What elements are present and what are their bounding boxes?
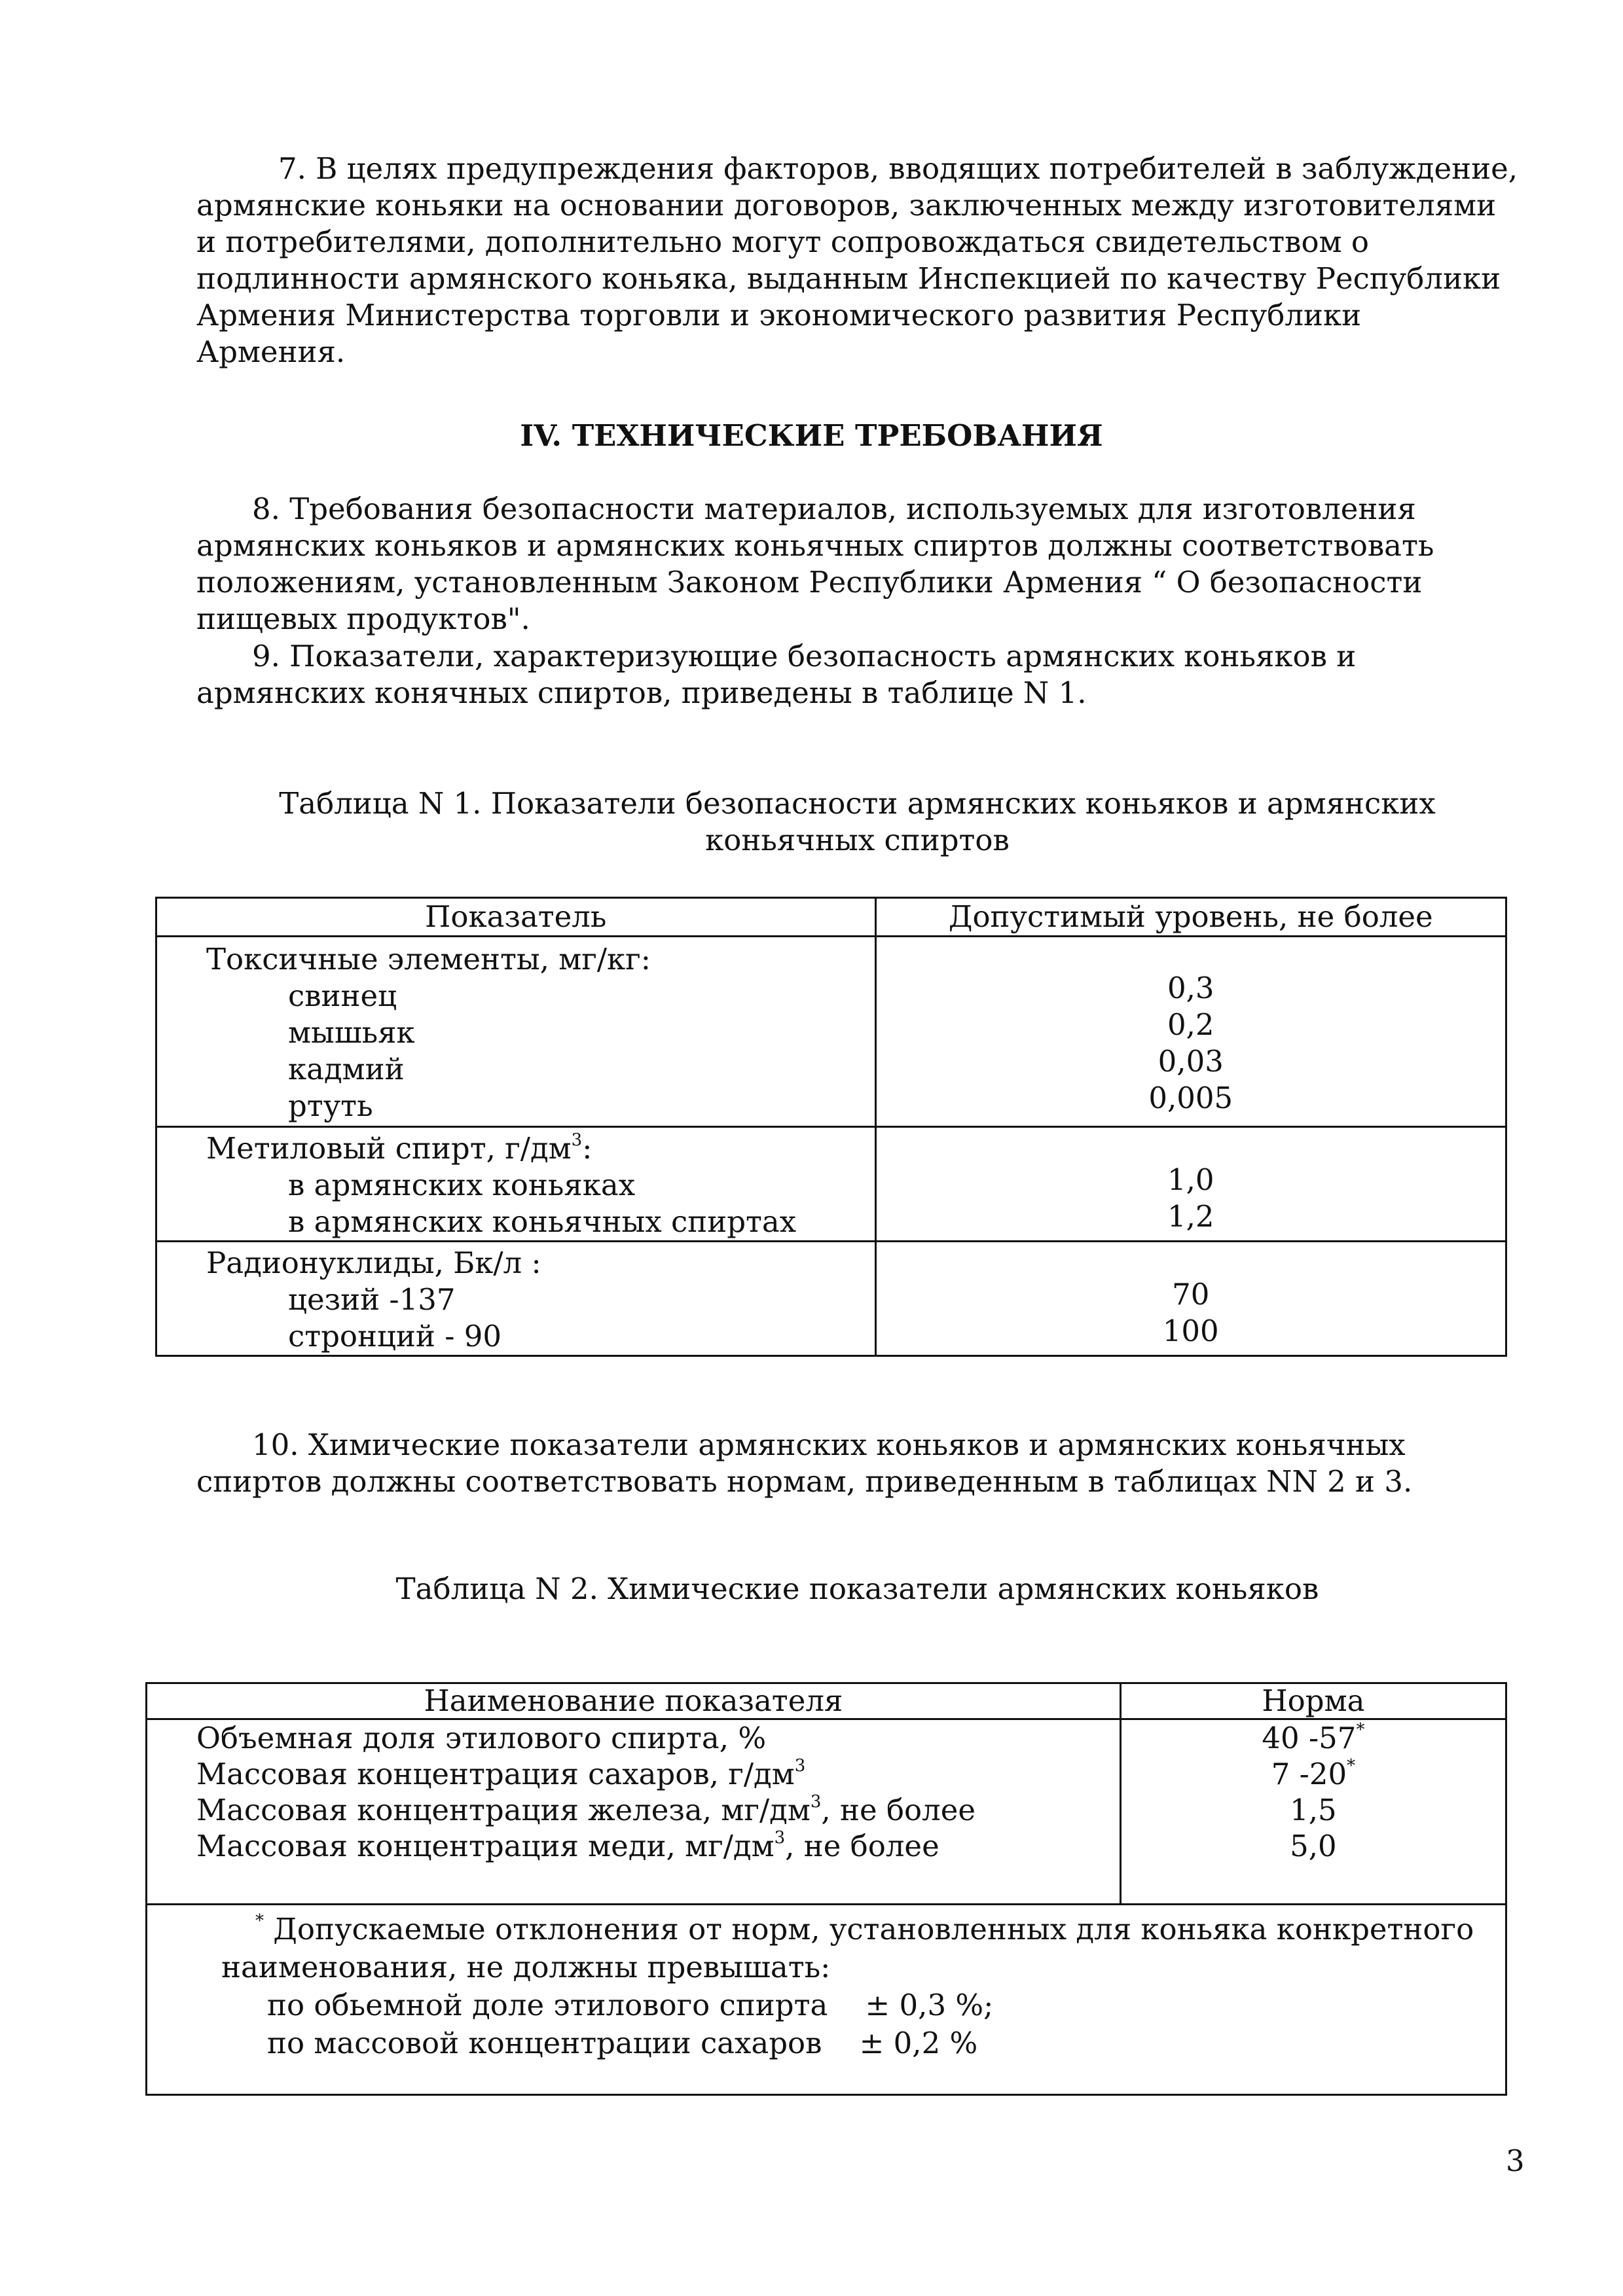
paragraph-line: 8. Требования безопасности материалов, используемых для изготовления <box>252 492 1416 526</box>
indicator-item: в армянских коньячных спиртах <box>288 1204 797 1239</box>
indicator-value: 0,03 <box>1158 1044 1224 1079</box>
paragraph-line: и потребителями, дополнительно могут сопровождаться свидетельством о <box>196 224 1369 259</box>
table-header-row <box>156 898 1506 937</box>
table2-caption: Таблица N 2. Химические показатели армянских коньяков <box>395 1571 1319 1606</box>
safety-table <box>155 897 1507 1357</box>
norm-value <box>1122 1756 1505 1792</box>
group-title-methyl <box>157 1130 875 1167</box>
norm-value: 5,0 <box>1290 1829 1337 1863</box>
indicator-text: Массовая концентрация железа, мг/дм <box>196 1793 811 1827</box>
norm-text: 7 -20 <box>1271 1757 1347 1791</box>
indicator-item: в армянских коньяках <box>288 1168 636 1202</box>
column-header-level: Допустимый уровень, не более <box>875 898 1506 937</box>
paragraph-line: армянских коньяков и армянских коньячных спиртов должны соответствовать <box>196 528 1434 563</box>
indicator-value: 70 <box>1172 1277 1210 1312</box>
footnote-marker: * <box>255 1911 264 1931</box>
page-number: 3 <box>1506 2144 1525 2178</box>
chemical-indicator <box>196 1828 1120 1864</box>
table-header-row <box>147 1683 1506 1719</box>
paragraph-8 <box>196 491 1545 637</box>
paragraph-line: 7. В целях предупреждения факторов, вводящих потребителей в заблуждение, <box>278 151 1518 186</box>
paragraph-line: пищевых продуктов". <box>196 601 530 636</box>
caption-line: коньячных спиртов <box>705 823 1010 857</box>
table1-caption <box>46 785 1623 859</box>
footnote-line: по обьемной доле этилового спирта ± 0,3 %; <box>267 1988 994 2022</box>
paragraph-line: Армения. <box>196 334 346 369</box>
footnote-marker: * <box>1347 1756 1356 1776</box>
indicator-value: 100 <box>1162 1314 1219 1348</box>
indicator-item: свинец <box>288 978 397 1013</box>
section-heading: IV. ТЕХНИЧЕСКИЕ ТРЕБОВАНИЯ <box>520 418 1103 453</box>
group-title-text: Метиловый спирт, г/дм <box>206 1131 572 1166</box>
column-header-norm: Норма <box>1120 1683 1506 1719</box>
superscript: 3 <box>571 1130 583 1150</box>
indicator-item: ртуть <box>288 1088 373 1123</box>
indicator-item: мышьяк <box>288 1015 415 1050</box>
caption-line: Таблица N 1. Показатели безопасности армянских коньяков и армянских <box>279 786 1436 821</box>
footnote-text: Допускаемые отклонения от норм, установленных для коньяка конкретного <box>264 1912 1474 1946</box>
footnote-line: по массовой концентрации сахаров ± 0,2 % <box>267 2026 978 2060</box>
indicator-suffix: , не более <box>785 1829 939 1863</box>
footnote-line: наименования, не должны превышать: <box>221 1950 831 1984</box>
norm-value <box>1122 1720 1505 1756</box>
norm-value: 1,5 <box>1290 1793 1337 1827</box>
group-title-suffix: : <box>582 1131 593 1166</box>
paragraph-line: спиртов должны соответствовать нормам, приведенным в таблицах NN 2 и 3. <box>196 1464 1413 1499</box>
paragraph-line: 10. Химические показатели армянских коньяков и армянских коньячных <box>252 1427 1406 1462</box>
table-row <box>147 1719 1506 1905</box>
superscript: 3 <box>794 1756 806 1776</box>
chemical-indicator <box>196 1756 1120 1792</box>
chemical-indicator <box>196 1792 1120 1828</box>
table-footnote-row <box>147 1905 1506 2095</box>
indicator-value: 0,2 <box>1167 1007 1214 1042</box>
paragraph-line: 9. Показатели, характеризующие безопасность армянских коньяков и <box>252 639 1357 673</box>
footnote-line <box>147 1910 1505 1948</box>
indicator-text: Массовая концентрация меди, мг/дм <box>196 1829 775 1863</box>
group-title-radio: Радионуклиды, Бк/л : <box>206 1246 541 1280</box>
indicator-item: кадмий <box>288 1052 405 1086</box>
indicator-item: стронций - 90 <box>288 1319 501 1354</box>
indicator-value: 0,3 <box>1167 971 1214 1005</box>
norm-text: 40 -57 <box>1262 1721 1357 1755</box>
indicator-suffix: , не более <box>821 1793 976 1827</box>
indicator-value: 1,2 <box>1167 1199 1214 1234</box>
paragraph-line: Армения Министерства торговли и экономического развития Республики <box>196 298 1362 332</box>
paragraph-line: армянских конячных спиртов, приведены в таблице N 1. <box>196 675 1087 710</box>
superscript: 3 <box>810 1792 822 1812</box>
chemical-table <box>145 1682 1507 2096</box>
paragraph-9 <box>196 638 1545 711</box>
paragraph-line: положениям, установленным Законом Республики Армения “ О безопасности <box>196 565 1423 600</box>
paragraph-line: армянские коньяки на основании договоров, заключенных между изготовителями <box>196 188 1497 223</box>
superscript: 3 <box>774 1828 786 1848</box>
indicator-value: 0,005 <box>1148 1081 1233 1115</box>
table-row <box>156 937 1506 1127</box>
indicator-item: цезий -137 <box>288 1282 456 1317</box>
indicator-value: 1,0 <box>1167 1162 1214 1197</box>
paragraph-10 <box>196 1427 1545 1500</box>
column-header-name: Наименование показателя <box>147 1683 1121 1719</box>
indicator-text: Массовая концентрация сахаров, г/дм <box>196 1757 795 1791</box>
paragraph-7 <box>196 151 1545 370</box>
footnote-marker: * <box>1356 1720 1365 1740</box>
group-title-toxic: Токсичные элементы, мг/кг: <box>206 942 651 977</box>
paragraph-line: подлинности армянского коньяка, выданным Инспекцией по качеству Республики <box>196 261 1501 296</box>
column-header-indicator: Показатель <box>156 898 876 937</box>
table-row <box>156 1127 1506 1242</box>
table-row <box>156 1242 1506 1356</box>
chemical-indicator: Объемная доля этилового спирта, % <box>196 1721 767 1755</box>
